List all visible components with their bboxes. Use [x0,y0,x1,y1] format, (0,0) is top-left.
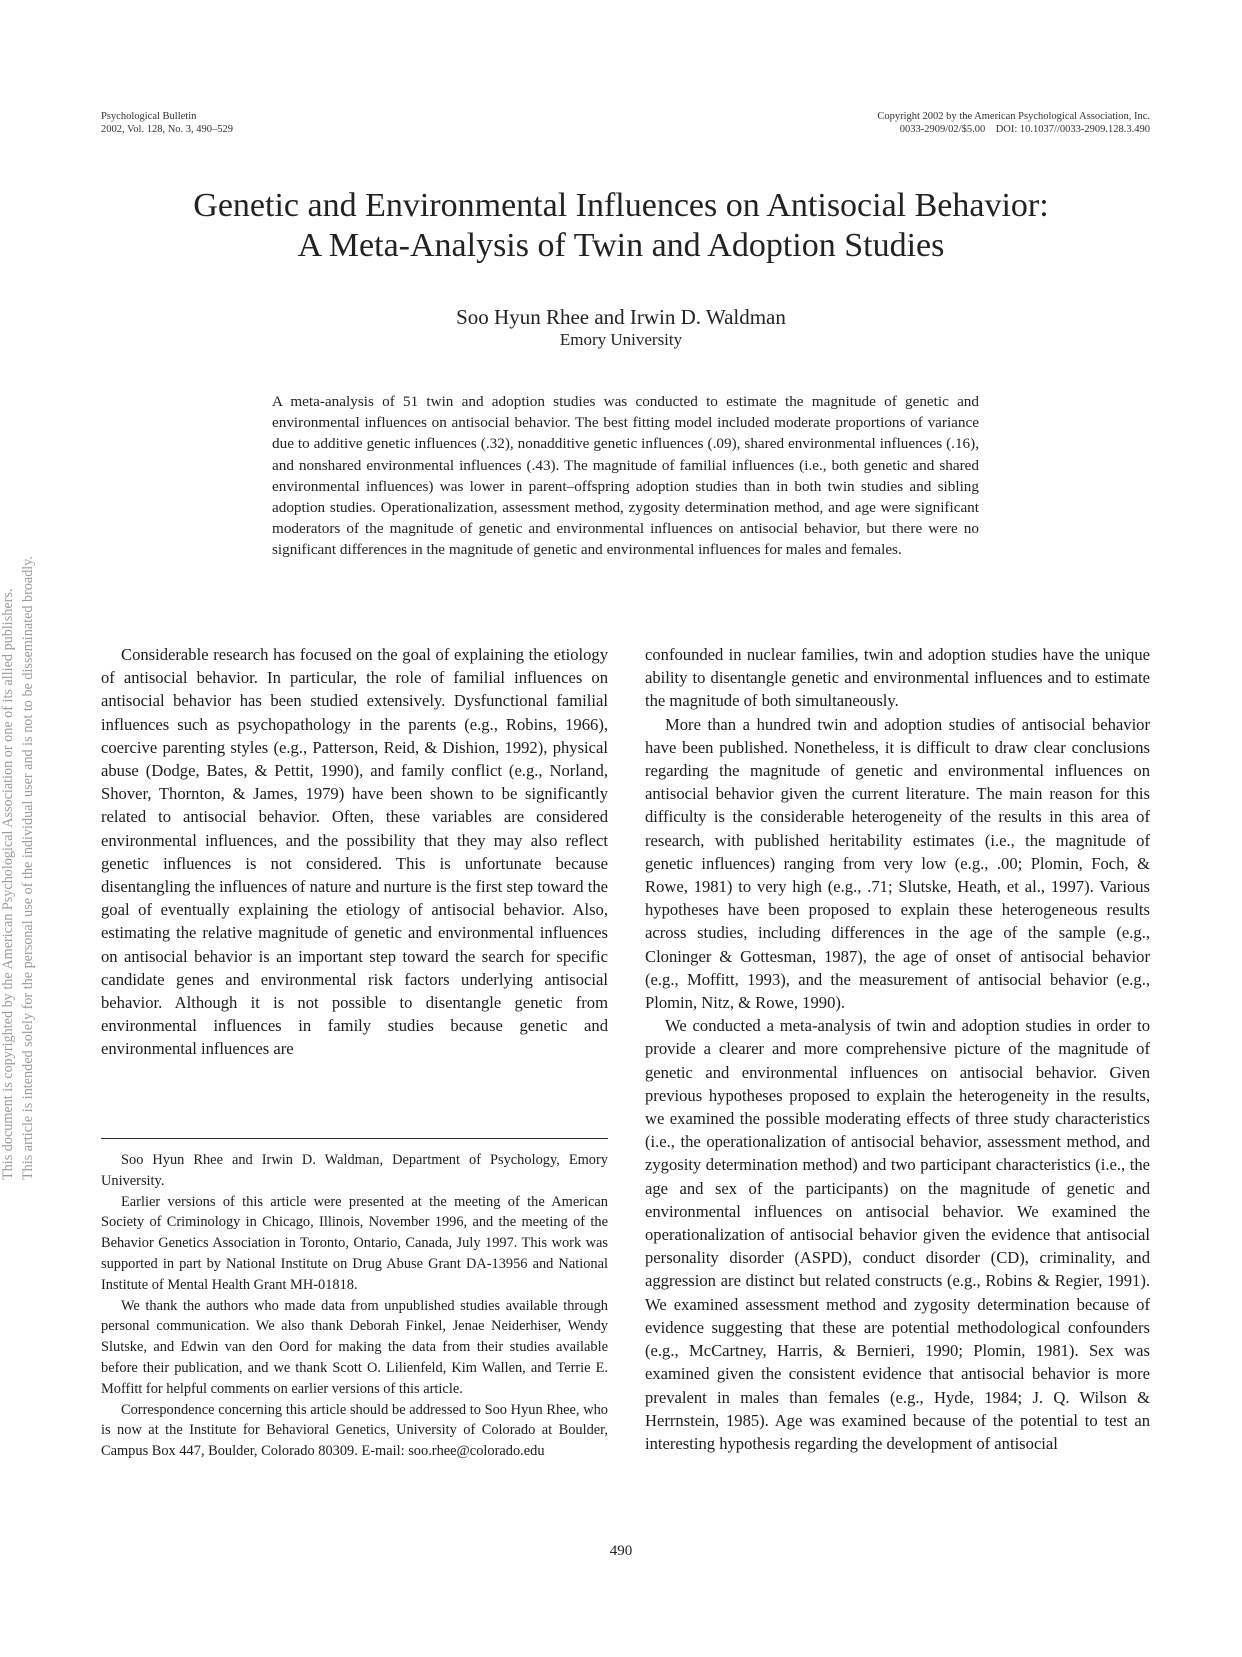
body-paragraph: Considerable research has focused on the goal of explaining the etiology of antisocial behavior. In particular, the role of familial influences on antisocial behavior has been studied extensively. Dysfunctional familial influences such as psychopathology in the parents (e.g., Robins, 1966), coercive parenting styles (e.g., Patterson, Reid, & Dishion, 1992), physical abuse (Dodge, Bates, & Pettit, 1990), and family conflict (e.g., Norland, Shover, Thornton, & James, 1979) have been shown to be significantly related to antisocial behavior. Often, these variables are considered environmental influences, and the possibility that they may also reflect genetic influences is not considered. This is unfortunate because disentangling the influences of nature and nurture is the first step toward the goal of eventually explaining the etiology of antisocial behavior. Also, estimating the relative magnitude of genetic and environmental influences on antisocial behavior is an important step toward the search for specific candidate genes and environmental risk factors underlying antisocial behavior. Although it is not possible to disentangle genetic from environmental influences in family studies because genetic and environmental influences are [101,645,608,1059]
title-line-1: Genetic and Environmental Influences on Antisocial Behavior: [193,187,1049,224]
footnote-correspondence: Correspondence concerning this article should be addressed to Soo Hyun Rhee, who is now at the Institute for Behavioral Genetics, University of Colorado at Boulder, Campus Box 447, Boulder, Colorado 80309. E-mail: soo.rhee@colorado.edu [101,1401,608,1460]
page-number: 490 [609,1543,633,1559]
copyright-line: Copyright 2002 by the American Psychological Association, Inc. [877,111,1150,122]
author-note [101,1150,608,1462]
footnote-affiliation: Soo Hyun Rhee and Irwin D. Waldman, Department of Psychology, Emory University. [101,1152,608,1189]
journal-volume: 2002, Vol. 128, No. 3, 490–529 [101,124,234,135]
body-column-right [645,643,1150,1455]
journal-name: Psychological Bulletin [101,111,197,122]
authors: Soo Hyun Rhee and Irwin D. Waldman [456,305,786,329]
body-paragraph: We conducted a meta-analysis of twin and adoption studies in order to provide a clearer and more comprehensive picture of the magnitude of genetic and environmental influences on antisocial behavior. Given previous hypotheses proposed to explain the heterogeneity in the results, we examined the possible moderating effects of three study characteristics (i.e., the operationalization of antisocial behavior, assessment method, and zygosity determination method) and two participant characteristics (i.e., the age and sex of the participants) on the magnitude of genetic and environmental influences on antisocial behavior. We examined the operationalization of antisocial behavior given the evidence that antisocial personality disorder (ASPD), conduct disorder (CD), criminality, and aggression are distinct but related constructs (e.g., Robins & Regier, 1991). We examined assessment method and zygosity determination because of evidence suggesting that these are potential methodological confounders (e.g., McCartney, Harris, & Bernieri, 1990; Plomin, 1981). Sex was examined given the consistent evidence that antisocial behavior is more prevalent in males than females (e.g., Hyde, 1984; J. Q. Wilson & Herrnstein, 1985). Age was examined because of the potential to test an interesting hypothesis regarding the development of antisocial [645,1016,1150,1453]
watermark-line-1: This document is copyrighted by the American Psychological Association or one of its allied publishers. [0,588,16,1180]
journal-header [101,110,233,136]
watermark-line-2: This article is intended solely for the personal use of the individual user and is not to be disseminated broadly. [20,556,36,1180]
copyright-header [877,110,1150,136]
doi-line: 0033-2909/02/$5.00 DOI: 10.1037//0033-2909.128.3.490 [899,124,1150,135]
body-paragraph: More than a hundred twin and adoption studies of antisocial behavior have been published. Nonetheless, it is difficult to draw clear conclusions regarding the magnitude of genetic and environmental influences on antisocial behavior given the current literature. The main reason for this difficulty is the considerable heterogeneity of the results in this area of research, with published heritability estimates (i.e., the magnitude of genetic influences) ranging from very low (e.g., .00; Plomin, Foch, & Rowe, 1981) to very high (e.g., .71; Slutske, Heath, et al., 1997). Various hypotheses have been proposed to explain these heterogeneous results across studies, including differences in the age of the sample (e.g., Cloninger & Gottesman, 1987), the age of onset of antisocial behavior (e.g., Moffitt, 1993), and the measurement of antisocial behavior (e.g., Plomin, Nitz, & Rowe, 1990). [645,714,1150,1013]
body-column-left [101,643,608,1061]
footnote-divider [101,1138,608,1139]
footnote-presentations: Earlier versions of this article were presented at the meeting of the American Society of Criminology in Chicago, Illinois, November 1996, and the meeting of the Behavior Genetics Association in Toronto, Ontario, Canada, July 1997. This work was supported in part by National Institute on Drug Abuse Grant DA-13956 and National Institute of Mental Health Grant MH-01818. [101,1193,608,1293]
title-line-2: A Meta-Analysis of Twin and Adoption Studies [297,227,945,264]
footnote-acknowledgments: We thank the authors who made data from unpublished studies available through personal communication. We also thank Deborah Finkel, Jenae Neiderhiser, Wendy Slutske, and Edwin van den Oord for making the data from their studies available before their publication, and we thank Scott O. Lilienfeld, Kim Wallen, and Terrie E. Moffitt for helpful comments on earlier versions of this article. [101,1297,608,1397]
abstract: A meta-analysis of 51 twin and adoption studies was conducted to estimate the magnitude of genetic and environmental influences on antisocial behavior. The best fitting model included moderate proportions of variance due to additive genetic influences (.32), nonadditive genetic influences (.09), shared environmental influences (.16), and nonshared environmental influences (.43). The magnitude of familial influences (i.e., both genetic and shared environmental influences) was lower in parent–offspring adoption studies than in both twin studies and sibling adoption studies. Operationalization, assessment method, zygosity determination method, and age were significant moderators of the magnitude of genetic and environmental influences on antisocial behavior, but there were no significant differences in the magnitude of genetic and environmental influences for males and females. [272,393,979,559]
body-paragraph: confounded in nuclear families, twin and adoption studies have the unique ability to disentangle genetic and environmental influences and to estimate the magnitude of both simultaneously. [645,645,1150,711]
copyright-watermark [0,420,38,1180]
article-title [0,186,1242,266]
affiliation: Emory University [559,330,683,349]
